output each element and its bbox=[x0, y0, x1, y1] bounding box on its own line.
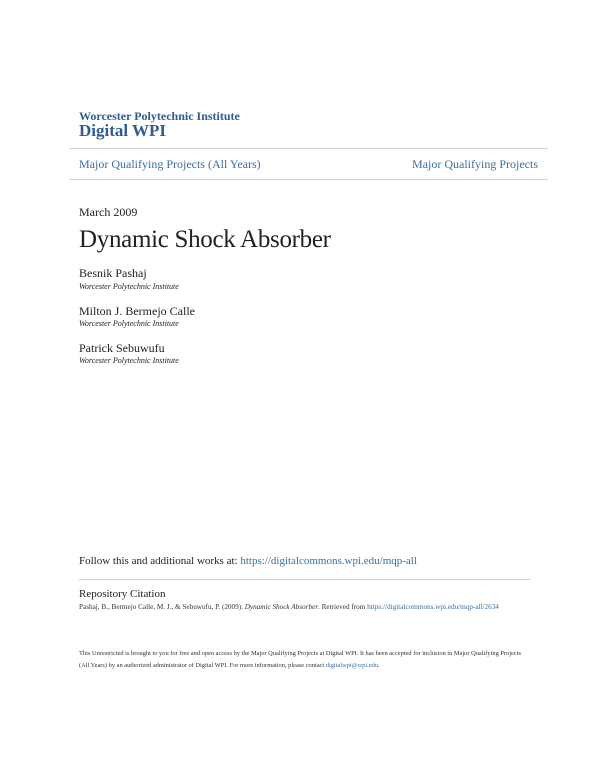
citation-link[interactable]: https://digitalcommons.wpi.edu/mqp-all/2634 bbox=[367, 603, 499, 611]
citation-heading: Repository Citation bbox=[79, 588, 166, 600]
paper-title: Dynamic Shock Absorber bbox=[79, 226, 331, 253]
follow-line bbox=[79, 555, 417, 567]
author-affiliation: Worcester Polytechnic Institute bbox=[79, 356, 179, 365]
repository-name[interactable]: Digital WPI bbox=[79, 121, 167, 140]
access-notice bbox=[79, 648, 524, 672]
breadcrumb-collection-all[interactable]: Major Qualifying Projects (All Years) bbox=[79, 157, 261, 171]
author-name: Patrick Sebuwufu bbox=[79, 341, 165, 355]
header-divider bbox=[70, 148, 548, 149]
citation-divider bbox=[79, 579, 530, 580]
contact-email-link[interactable]: digitalwpi@wpi.edu bbox=[325, 662, 378, 669]
notice-text: This Unrestricted is brought to you for free and open access by the Major Qualifying Projects at Digital WPI. It has been accepted for inclusion in Major Qualifying Projects (All Years) by an authorized administrator of Digital WPI. For more information, please contact bbox=[79, 650, 521, 669]
breadcrumb-collection[interactable]: Major Qualifying Projects bbox=[412, 157, 538, 171]
collection-link[interactable]: https://digitalcommons.wpi.edu/mqp-all bbox=[240, 555, 417, 567]
breadcrumb-divider bbox=[70, 179, 548, 180]
author-affiliation: Worcester Polytechnic Institute bbox=[79, 319, 179, 328]
author-name: Besnik Pashaj bbox=[79, 266, 147, 280]
citation-authors: Pashaj, B., Bermejo Calle, M. J., & Sebuwufu, P. (2009). bbox=[79, 603, 245, 611]
publication-date: March 2009 bbox=[79, 205, 138, 219]
citation-retrieved: . Retrieved from bbox=[318, 603, 368, 611]
institution-name: Worcester Polytechnic Institute bbox=[79, 109, 240, 123]
author-affiliation: Worcester Polytechnic Institute bbox=[79, 282, 179, 291]
notice-end: . bbox=[377, 662, 380, 669]
author-name: Milton J. Bermejo Calle bbox=[79, 304, 195, 318]
follow-prefix: Follow this and additional works at: bbox=[79, 555, 241, 567]
citation-title: Dynamic Shock Absorber bbox=[244, 603, 319, 611]
citation-text bbox=[79, 601, 524, 613]
